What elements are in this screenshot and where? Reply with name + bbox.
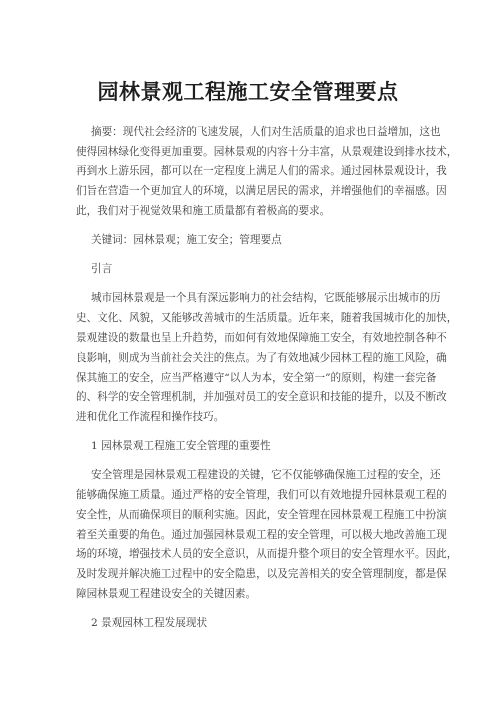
intro-line: 保其施工的安全，应当严格遵守“以人为本，安全第一”的原则，构建一套完备 [76,372,437,384]
section-1-line: 能够确保施工质量。通过严格的安全管理，我们可以有效地提升园林景观工程的 [76,489,447,501]
abstract-line: 此，我们对于视觉效果和施工质量都有着极高的要求。 [76,205,331,217]
section-1-heading: 1 园林景观工程施工安全管理的重要性 [91,440,271,452]
intro-line: 景观建设的数量也呈上升趋势，而如何有效地保障施工安全，有效地控制各种不 [76,332,447,344]
abstract-line: 再到水上游乐园，都可以在一定程度上满足人们的需求。通过园林景观设计，我 [76,165,447,177]
intro-line: 的、科学的安全管理机制，并加强对员工的安全意识和技能的提升，以及不断改 [76,391,447,403]
section-1-line: 障园林景观工程建设安全的关键因素。 [76,588,257,600]
intro-line: 史、文化、风貌，又能够改善城市的生活质量。近年来，随着我国城市化的加快， [76,312,458,324]
section-1-line: 安全管理是园林景观工程建设的关键，它不仅能够确保施工过程的安全，还 [91,469,441,481]
abstract-line: 使得园林绿化变得更加重要。园林景观的内容十分丰富，从景观建设到排水技术， [76,146,458,158]
intro-line: 进和优化工作流程和操作技巧。 [76,411,225,423]
intro-line: 良影响，则成为当前社会关注的焦点。为了有效地减少园林工程的施工风险，确 [76,352,447,364]
keywords: 关键词：园林景观；施工安全；管理要点 [91,234,282,246]
section-1-line: 及时发现并解决施工过程中的安全隐患，以及完善相关的安全管理制度，都是保 [76,568,447,580]
section-2-heading: 2 景观园林工程发展现状 [91,617,208,629]
section-1-line: 着至关重要的角色。通过加强园林景观工程的安全管理，可以极大地改善施工现 [76,529,447,541]
intro-heading: 引言 [91,263,113,275]
intro-line: 城市园林景观是一个具有深远影响力的社会结构，它既能够展示出城市的历 [91,292,441,304]
abstract-line: 们旨在营造一个更加宜人的环境，以满足居民的需求，并增强他们的幸福感。因 [76,185,447,197]
abstract-line: 摘要：现代社会经济的飞速发展，人们对生活质量的追求也日益增加，这也 [91,126,441,138]
section-1-line: 场的环境，增强技术人员的安全意识，从而提升整个项目的安全管理水平。因此， [76,548,458,560]
section-1-line: 安全性，从而确保项目的顺利实施。因此，安全管理在园林景观工程施工中扮演 [76,509,447,521]
document-title: 园林景观工程施工安全管理要点 [97,80,399,104]
